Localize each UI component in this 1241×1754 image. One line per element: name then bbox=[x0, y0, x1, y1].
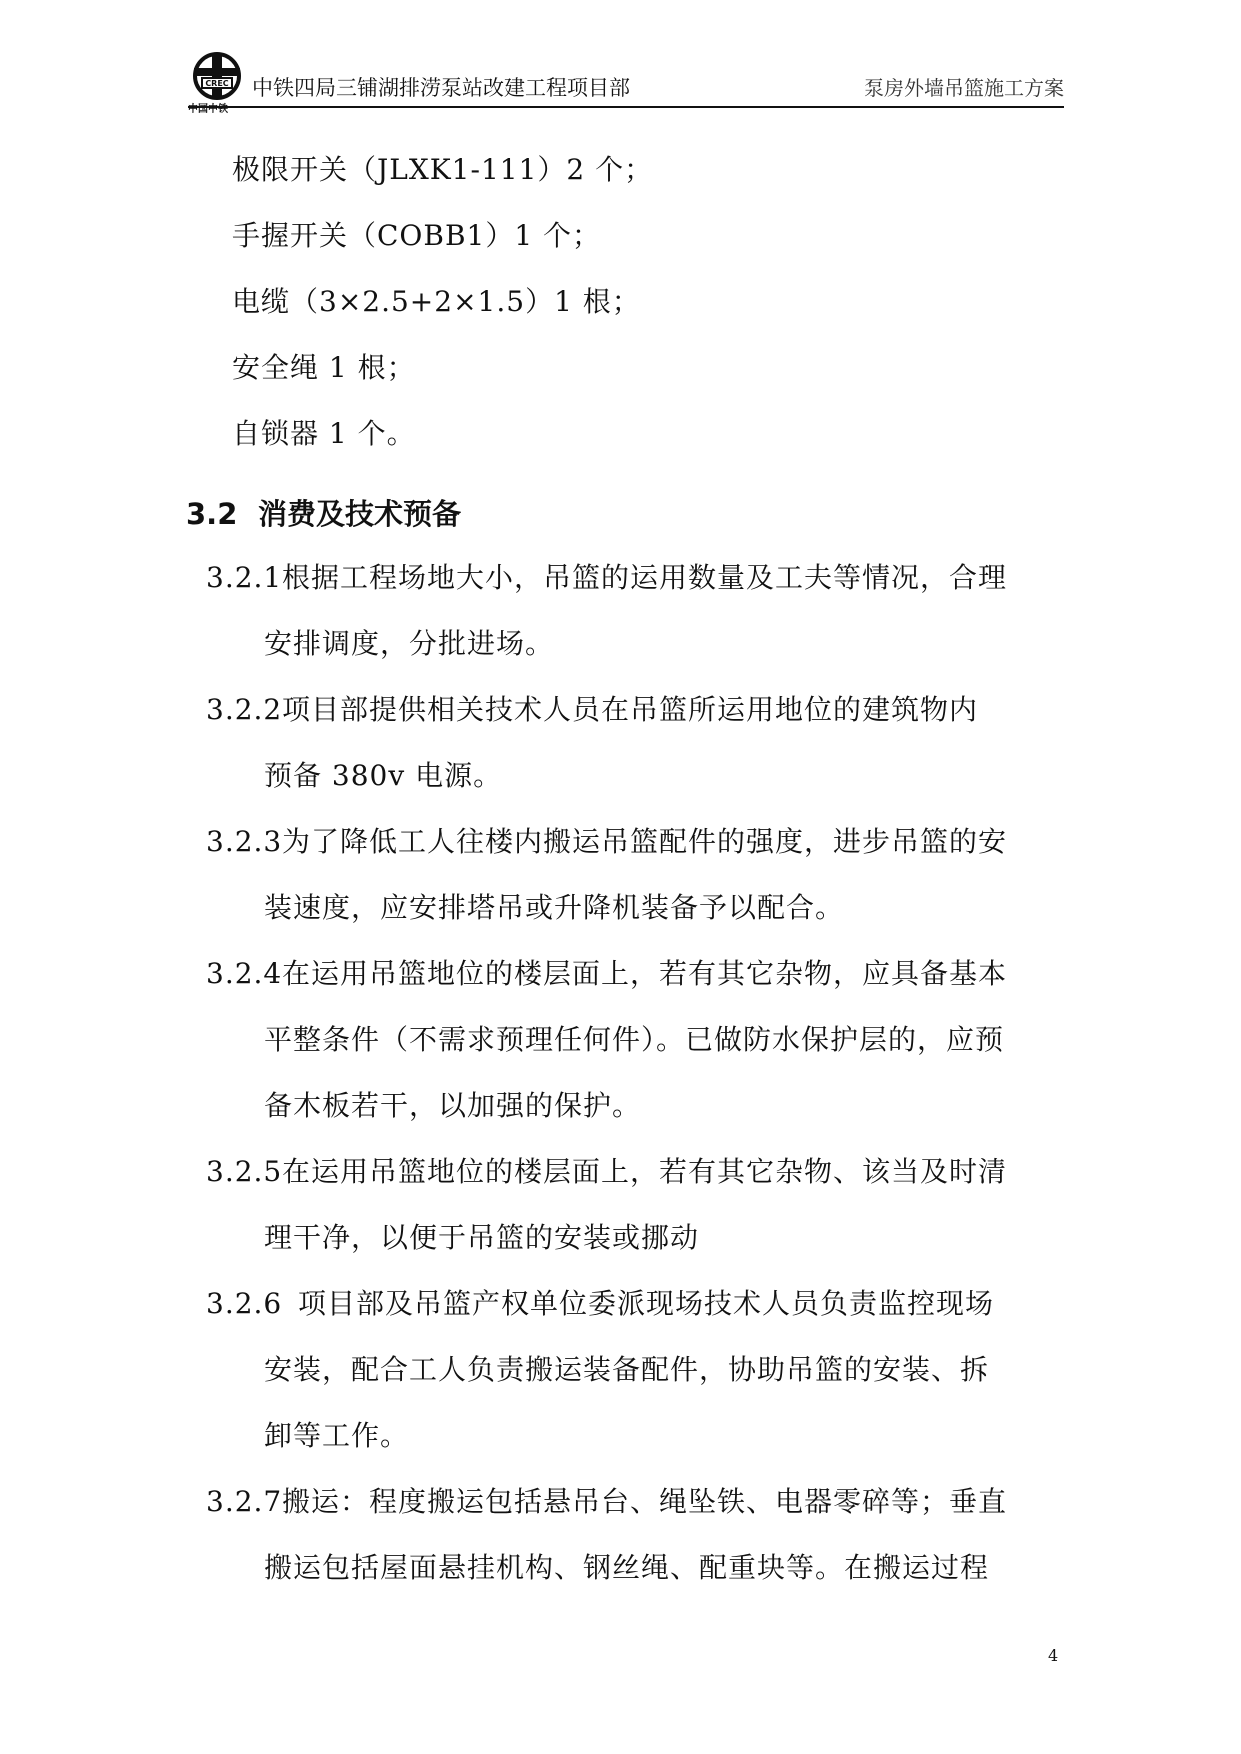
page-number: 4 bbox=[1048, 1646, 1059, 1665]
crec-logo bbox=[188, 50, 246, 106]
list-item: 电缆（3×2.5+2×1.5）1 根； bbox=[232, 285, 641, 318]
paragraph-line: 搬运包括屋面悬挂机构、钢丝绳、配重块等。在搬运过程 bbox=[264, 1551, 990, 1584]
paragraph-line: 安排调度，分批进场。 bbox=[264, 627, 555, 660]
item-number: 3.2.2 bbox=[206, 693, 283, 726]
section-number: 3.2 bbox=[186, 497, 238, 531]
section-title: 消费及技术预备 bbox=[258, 497, 462, 531]
list-item: 自锁器 1 个。 bbox=[232, 417, 416, 450]
paragraph-line bbox=[206, 690, 978, 730]
item-number: 3.2.6 bbox=[206, 1287, 283, 1320]
paragraph-line bbox=[206, 954, 1007, 994]
item-text: 项目部及吊篮产权单位委派现场技术人员负责监控现场 bbox=[298, 1287, 995, 1320]
item-text: 在运用吊篮地位的楼层面上，若有其它杂物，应具备基本 bbox=[282, 957, 1008, 990]
company-name: 中铁四局三铺湖排涝泵站改建工程项目部 bbox=[252, 76, 630, 100]
item-text: 项目部提供相关技术人员在吊篮所运用地位的建筑物内 bbox=[282, 693, 979, 726]
paragraph-line bbox=[206, 1482, 1007, 1522]
paragraph-line bbox=[206, 1284, 994, 1324]
paragraph-line: 安装，配合工人负责搬运装备配件，协助吊篮的安装、拆 bbox=[264, 1353, 990, 1386]
paragraph-line: 备木板若干，以加强的保护。 bbox=[264, 1089, 642, 1122]
item-text: 根据工程场地大小，吊篮的运用数量及工夫等情况，合理 bbox=[282, 561, 1008, 594]
svg-text:CREC: CREC bbox=[205, 79, 229, 88]
logo-caption: 中国中铁 bbox=[188, 104, 228, 115]
item-number: 3.2.1 bbox=[206, 561, 283, 594]
item-number: 3.2.5 bbox=[206, 1155, 283, 1188]
paragraph-line: 预备 380v 电源。 bbox=[264, 759, 503, 792]
item-text: 在运用吊篮地位的楼层面上，若有其它杂物、该当及时清 bbox=[282, 1155, 1008, 1188]
list-item: 手握开关（COBB1）1 个； bbox=[232, 219, 602, 252]
paragraph-line bbox=[206, 558, 1007, 598]
item-number: 3.2.4 bbox=[206, 957, 283, 990]
paragraph-line: 平整条件（不需求预理任何件）。已做防水保护层的，应预 bbox=[264, 1023, 1005, 1056]
list-item: 安全绳 1 根； bbox=[232, 351, 416, 384]
paragraph-line bbox=[206, 822, 1007, 862]
paragraph-line: 理干净，以便于吊篮的安装或挪动 bbox=[264, 1221, 700, 1254]
item-text: 为了降低工人往楼内搬运吊篮配件的强度，进步吊篮的安 bbox=[282, 825, 1008, 858]
item-number: 3.2.7 bbox=[206, 1485, 283, 1518]
item-text: 搬运：程度搬运包括悬吊台、绳坠铁、电器零碎等；垂直 bbox=[282, 1485, 1008, 1518]
paragraph-line bbox=[206, 1152, 1007, 1192]
paragraph-line: 卸等工作。 bbox=[264, 1419, 410, 1452]
list-item: 极限开关（JLXK1-111）2 个； bbox=[232, 153, 654, 186]
paragraph-line: 装速度，应安排塔吊或升降机装备予以配合。 bbox=[264, 891, 845, 924]
page-header bbox=[188, 46, 1064, 115]
item-number: 3.2.3 bbox=[206, 825, 283, 858]
section-heading bbox=[186, 492, 461, 533]
document-title: 泵房外墙吊篮施工方案 bbox=[864, 76, 1064, 100]
